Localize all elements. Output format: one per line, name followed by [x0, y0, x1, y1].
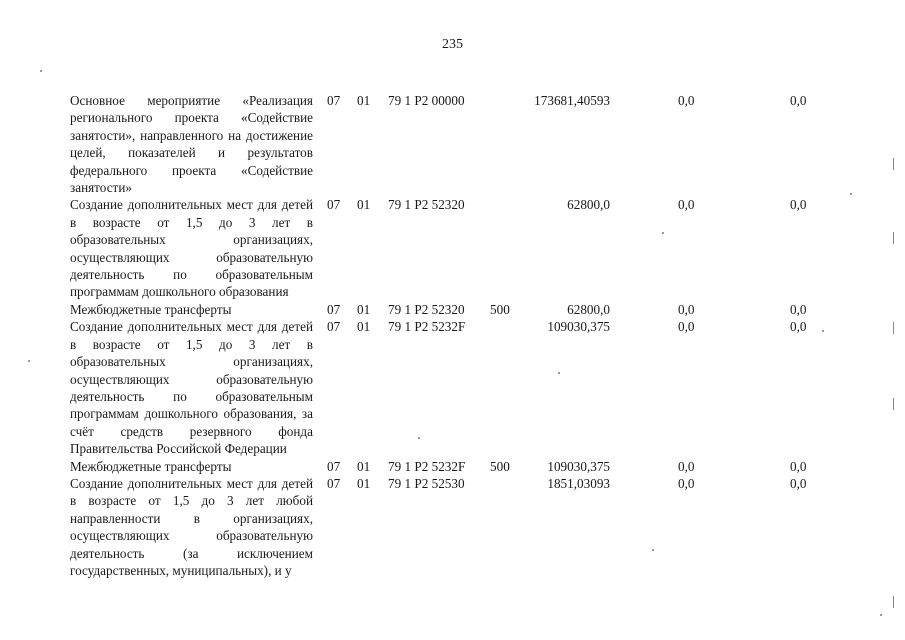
scan-edge-mark [893, 158, 894, 170]
row-sum-2: 0,0 [678, 458, 695, 474]
row-sum-3: 0,0 [790, 458, 807, 474]
scan-edge-mark [893, 322, 894, 334]
row-name: Создание дополнительных мест для детей в возрасте от 1,5 до 3 лет в образовательных организациях, осуществляющих образовательную деятельность по образовательным программам дошкольного образования [70, 197, 313, 300]
row-sum-1: 173681,40593 [534, 93, 610, 108]
row-target-article: 79 1 Р2 52530 [388, 475, 465, 491]
row-name: Межбюджетные трансферты [70, 458, 232, 474]
row-sum-2: 0,0 [678, 475, 695, 491]
row-target-article: 79 1 Р2 00000 [388, 93, 465, 108]
table-row [70, 196, 870, 300]
row-section: 07 [327, 458, 341, 474]
row-sum-1: 109030,375 [547, 458, 610, 474]
row-sum-3: 0,0 [790, 475, 807, 491]
row-name: Создание дополнительных мест для детей в возрасте от 1,5 до 3 лет любой направленности в организациях, осуществляющих образовательную деятельность (за исключением государственных, муниципальных), и у [70, 475, 313, 578]
scan-speck [652, 549, 654, 551]
row-subsection: 01 [357, 319, 371, 335]
scan-edge-mark [893, 232, 894, 244]
row-subsection: 01 [357, 93, 371, 108]
row-target-article: 79 1 Р2 5232F [388, 458, 466, 474]
row-section: 07 [327, 93, 341, 108]
scan-edge-mark [893, 398, 894, 410]
row-subsection: 01 [357, 197, 371, 213]
row-section: 07 [327, 197, 341, 213]
table-row [70, 318, 870, 457]
row-section: 07 [327, 319, 341, 335]
scan-edge-mark [893, 596, 894, 608]
row-target-article: 79 1 Р2 52320 [388, 301, 465, 317]
table-row [70, 458, 870, 475]
scan-speck [40, 70, 42, 72]
row-sum-1: 62800,0 [567, 301, 610, 317]
scan-speck [28, 360, 30, 362]
row-sum-1: 62800,0 [567, 197, 610, 213]
row-sum-2: 0,0 [678, 301, 695, 317]
scan-speck [822, 330, 824, 332]
table-row [70, 301, 870, 318]
scan-speck [662, 232, 664, 234]
scan-speck [880, 614, 882, 616]
row-subsection: 01 [357, 458, 371, 474]
row-sum-3: 0,0 [790, 319, 807, 335]
row-name: Основное мероприятие «Реализация регионального проекта «Содействие занятости», направленного на достижение целей, показателей и результатов федерального проекта «Содействие занятости» [70, 93, 313, 196]
row-subsection: 01 [357, 475, 371, 491]
row-target-article: 79 1 Р2 52320 [388, 197, 465, 213]
row-subsection: 01 [357, 301, 371, 317]
row-sum-2: 0,0 [678, 319, 695, 335]
row-sum-1: 1851,03093 [547, 475, 610, 491]
page-number: 235 [442, 37, 463, 52]
row-sum-3: 0,0 [790, 301, 807, 317]
scan-speck [558, 372, 560, 374]
row-sum-2: 0,0 [678, 93, 695, 108]
scan-speck [418, 437, 420, 439]
table-row [70, 475, 870, 579]
row-name: Создание дополнительных мест для детей в возрасте от 1,5 до 3 лет в образовательных организациях, осуществляющих образовательную деятельность по образовательным программам дошкольного образования, за счёт средств резервного фонда Правительства Российской Федерации [70, 319, 313, 457]
row-section: 07 [327, 475, 341, 491]
row-expense-type: 500 [490, 301, 510, 317]
table-row [70, 92, 870, 196]
row-sum-3: 0,0 [790, 197, 807, 213]
scan-speck [850, 193, 852, 195]
row-sum-2: 0,0 [678, 197, 695, 213]
budget-table [70, 92, 870, 579]
row-target-article: 79 1 Р2 5232F [388, 319, 466, 335]
row-name: Межбюджетные трансферты [70, 301, 232, 317]
row-sum-3: 0,0 [790, 93, 807, 108]
row-sum-1: 109030,375 [547, 319, 610, 335]
row-expense-type: 500 [490, 458, 510, 474]
row-section: 07 [327, 301, 341, 317]
